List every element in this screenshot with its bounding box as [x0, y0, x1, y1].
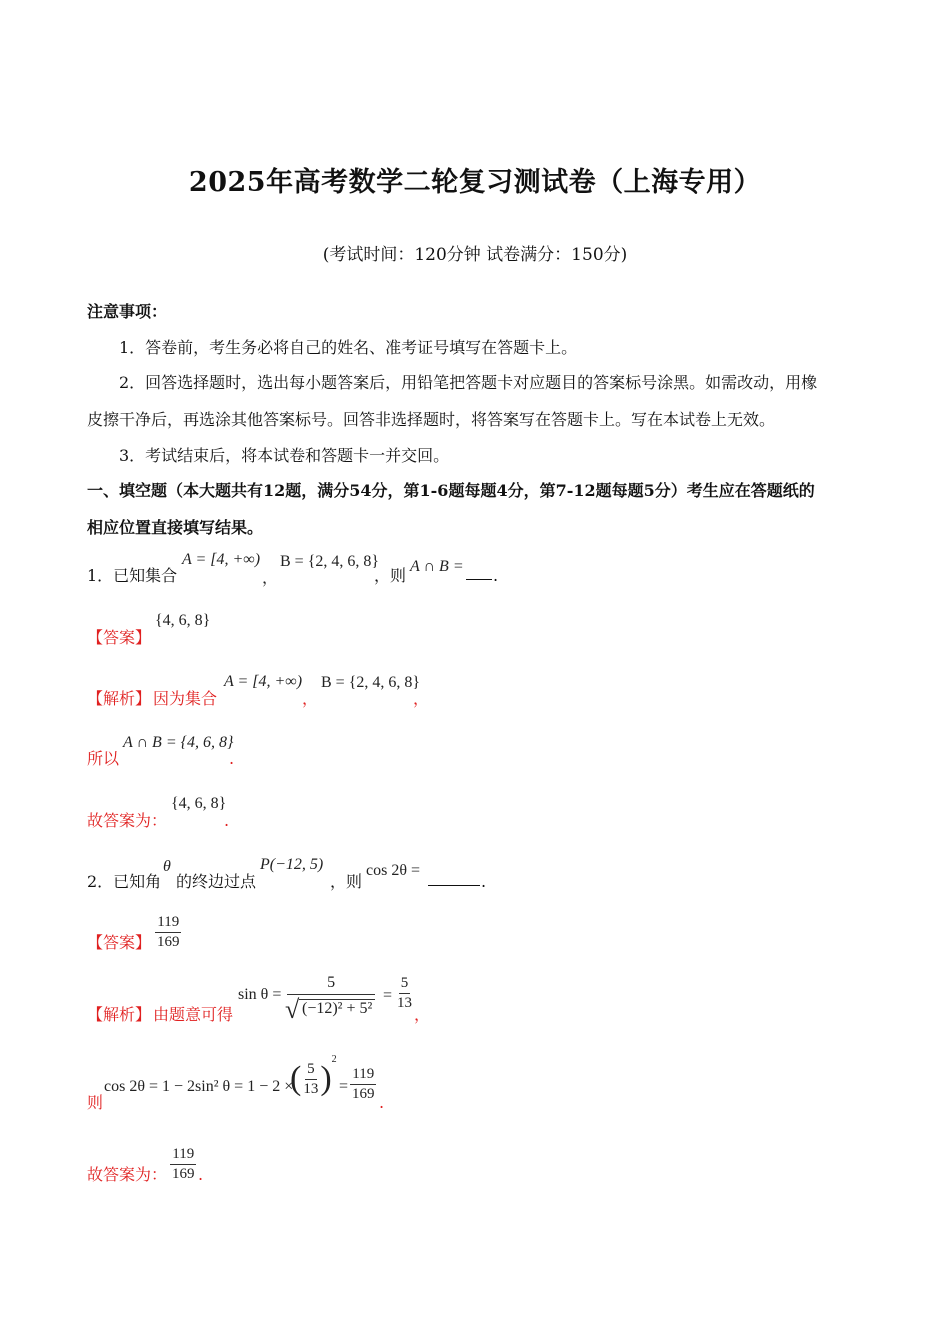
analysis-2-comma: ， — [414, 1005, 431, 1024]
question-2-then: ，则 — [330, 872, 363, 891]
analysis-1-set-a: A = [4, +∞) — [224, 673, 303, 690]
question-1-blank[interactable] — [466, 563, 492, 584]
analysis-2-sin-result-numerator: 5 — [399, 975, 411, 994]
question-2-prefix: 2．已知角 — [87, 872, 162, 891]
analysis-1-set-b: B = {2, 4, 6, 8} — [321, 674, 421, 691]
answer-2-label: 【答案】 — [87, 933, 152, 952]
analysis-2-period: . — [379, 1093, 385, 1112]
final-2-denominator: 169 — [172, 1166, 195, 1182]
question-1-prefix: 1．已知集合 — [87, 566, 178, 585]
section-heading-line1: 一、填空题（本大题共有12题，满分54分，第1-6题每题4分，第7-12题每题5分）考生应在答题纸的 — [87, 481, 815, 500]
analysis-1-so-label: 所以 — [87, 749, 120, 768]
analysis-2-label: 【解析】 — [87, 1005, 152, 1024]
section-heading-line2: 相应位置直接填写结果。 — [87, 518, 264, 537]
analysis-2-sin-equals: = — [383, 987, 393, 1004]
analysis-2-sin-numerator: 5 — [287, 974, 375, 995]
analysis-2-cos-paren-group: ( $\frac{5}{13}$ )$^2$ — [290, 1054, 337, 1097]
analysis-1-comma-2: ， — [413, 689, 430, 708]
page-title: 2025年高考数学二轮复习测试卷（上海专用） — [188, 167, 762, 198]
question-1-expression: A ∩ B = — [410, 558, 464, 575]
final-2-numerator: 119 — [170, 1146, 196, 1165]
question-1-end: . — [493, 566, 499, 585]
final-2-label: 故答案为： — [87, 1165, 168, 1184]
page-subtitle: (考试时间：120分钟 试卷满分：150分) — [322, 245, 628, 265]
final-2-period: . — [198, 1165, 204, 1184]
final-1-label: 故答案为： — [87, 811, 168, 830]
answer-2-value — [155, 914, 182, 951]
analysis-2-cos-numerator: 5 — [305, 1061, 317, 1080]
notice-item-2-line2: 皮擦干净后，再选涂其他答案标号。回答非选择题时，将答案写在答题卡上。写在本试卷上无效。 — [87, 410, 776, 429]
analysis-2-cos-denominator: 13 — [303, 1080, 319, 1097]
question-2-end: . — [481, 872, 487, 891]
question-1-set-a: A = [4, +∞) — [182, 551, 261, 568]
final-1-value: {4, 6, 8} — [171, 795, 227, 812]
notice-item-2-line1: 2．回答选择题时，选出每小题答案后，用铅笔把答题卡对应题目的答案标号涂黑。如需改动，用橡 — [119, 373, 818, 392]
question-2-expression: cos 2θ = — [366, 862, 421, 879]
question-2-theta: θ — [163, 858, 171, 875]
notice-item-3: 3．考试结束后，将本试卷和答题卡一并交回。 — [119, 446, 450, 465]
analysis-2-cos-lhs: cos 2θ = 1 − 2sin² θ = 1 − 2 × — [104, 1078, 294, 1095]
answer-2-denominator: 169 — [157, 934, 180, 950]
analysis-1-period: . — [229, 749, 235, 768]
analysis-1-comma: ， — [302, 689, 319, 708]
answer-1-label: 【答案】 — [87, 628, 152, 647]
analysis-2-sin-result — [395, 975, 414, 1012]
answer-2-numerator: 119 — [155, 914, 181, 933]
notice-item-1: 1．答卷前，考生务必将自己的姓名、准考证号填写在答题卡上。 — [119, 338, 578, 357]
analysis-2-then-label: 则 — [87, 1093, 104, 1112]
question-2-mid: 的终边过点 — [176, 872, 257, 891]
analysis-2-cos-result — [350, 1066, 377, 1103]
question-1-set-b: B = {2, 4, 6, 8} — [280, 553, 380, 570]
question-2-blank[interactable] — [428, 869, 480, 890]
notice-heading: 注意事项： — [87, 302, 168, 321]
question-1-then: ，则 — [374, 566, 407, 585]
question-2-point: P(−12, 5) — [260, 856, 324, 873]
analysis-2-sin-result-denominator: 13 — [397, 995, 412, 1011]
analysis-1-intersection: A ∩ B = {4, 6, 8} — [123, 734, 234, 751]
answer-1-value: {4, 6, 8} — [155, 612, 211, 629]
analysis-2-sin-radicand: (−12)² + 5² — [299, 999, 375, 1018]
final-1-period: . — [224, 811, 230, 830]
question-1-comma: ， — [262, 570, 279, 587]
final-2-value — [170, 1146, 197, 1183]
analysis-1-text: 因为集合 — [153, 689, 218, 708]
analysis-2-cos-result-denominator: 169 — [352, 1086, 375, 1102]
analysis-2-cos-result-numerator: 119 — [350, 1066, 376, 1085]
analysis-2-text: 由题意可得 — [153, 1005, 234, 1024]
analysis-1-label: 【解析】 — [87, 689, 152, 708]
analysis-2-sin-fraction — [287, 974, 375, 1018]
analysis-2-sin-lhs: sin θ = — [238, 986, 282, 1003]
analysis-2-cos-equals: = — [339, 1078, 349, 1095]
